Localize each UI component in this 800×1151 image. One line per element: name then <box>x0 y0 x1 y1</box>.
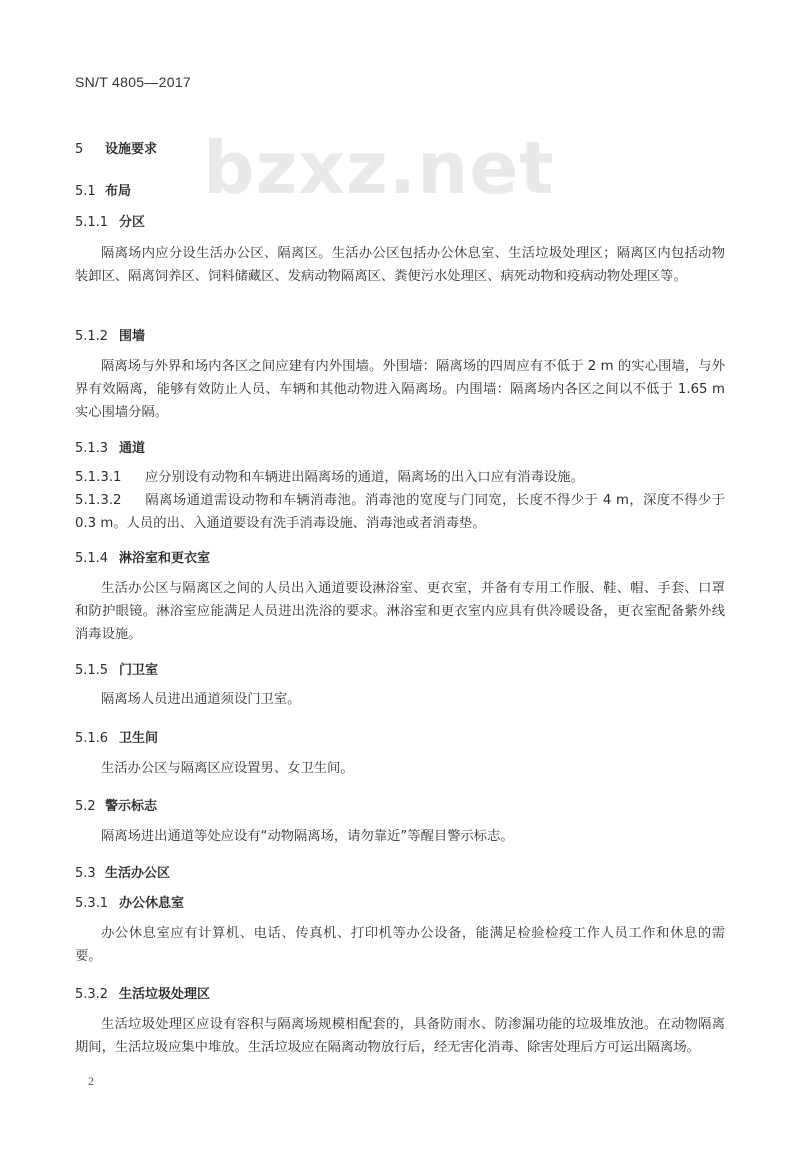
section-number: 5.1.6 <box>75 731 109 746</box>
section-number: 5.2 <box>75 799 96 814</box>
section-5-1-1-text: 隔离场内应分设生活办公区、隔离区。生活办公区包括办公休息室、生活垃圾处理区；隔离区内包括动物装卸区、隔离饲养区、饲料储藏区、发病动物隔离区、粪便污水处理区、病死动物和疫病动物处理区等。 <box>75 246 725 284</box>
section-number: 5.1.3 <box>75 441 109 456</box>
section-5-1-2-text: 隔离场与外界和场内各区之间应建有内外围墙。外围墙：隔离场的四周应有不低于 2 m 的实心围墙，与外界有效隔离，能够有效防止人员、车辆和其他动物进入隔离场。内围墙：隔离场内各区之间以不低于 1.65 m 实心围墙分隔。 <box>75 359 725 420</box>
clause-5-1-3-2 <box>75 489 725 535</box>
section-number: 5.3.2 <box>75 987 109 1002</box>
clause-number: 5.1.3.2 <box>75 493 122 508</box>
section-5-1-4-heading <box>75 547 210 566</box>
clause-text: 应分别设有动物和车辆进出隔离场的通道，隔离场的出入口应有消毒设施。 <box>145 470 584 485</box>
clause-number: 5.1.3.1 <box>75 470 122 485</box>
section-5-1-4-text: 生活办公区与隔离区之间的人员出入通道要设淋浴室、更衣室，并备有专用工作服、鞋、帽、手套、口罩和防护眼镜。淋浴室应能满足人员进出洗浴的要求。淋浴室和更衣室内应具有供冷暖设备，更衣室配备紫外线消毒设施。 <box>75 581 725 642</box>
section-5-1-5-text: 隔离场人员进出通道须设门卫室。 <box>101 692 301 707</box>
section-5-3-1-heading <box>75 892 184 911</box>
section-title: 门卫室 <box>119 663 159 678</box>
section-5-3-2-heading <box>75 983 210 1002</box>
section-number: 5.1.2 <box>75 329 109 344</box>
watermark: bzxz.net <box>203 126 555 210</box>
section-title: 生活办公区 <box>105 866 171 881</box>
section-title: 办公休息室 <box>119 896 185 911</box>
section-5-1-3-heading <box>75 437 145 456</box>
section-5-heading <box>75 138 157 157</box>
section-5-2-heading <box>75 795 157 814</box>
section-number: 5.1.1 <box>75 215 109 230</box>
section-number: 5.3.1 <box>75 896 109 911</box>
section-5-1-6-text: 生活办公区与隔离区应设置男、女卫生间。 <box>101 761 354 776</box>
clause-5-1-3-1 <box>75 466 725 489</box>
section-5-1-1-heading <box>75 211 145 230</box>
standard-code: SN/T 4805—2017 <box>75 74 192 90</box>
section-5-1-5-heading <box>75 659 158 678</box>
section-5-1-6-heading <box>75 727 158 746</box>
section-number: 5 <box>75 142 84 157</box>
section-5-3-1-text: 办公休息室应有计算机、电话、传真机、打印机等办公设备，能满足检验检疫工作人员工作和休息的需要。 <box>75 926 725 964</box>
section-title: 围墙 <box>119 329 146 344</box>
section-5-1-2-heading <box>75 325 145 344</box>
clause-text: 隔离场通道需设动物和车辆消毒池。消毒池的宽度与门同宽，长度不得少于 4 m，深度不得少于 0.3 m。人员的出、入通道要设有洗手消毒设施、消毒池或者消毒垫。 <box>75 493 725 531</box>
section-title: 生活垃圾处理区 <box>119 987 211 1002</box>
section-title: 淋浴室和更衣室 <box>119 551 211 566</box>
section-number: 5.1.4 <box>75 551 109 566</box>
section-title: 设施要求 <box>105 142 158 157</box>
section-title: 通道 <box>119 441 146 456</box>
section-5-3-heading <box>75 862 170 881</box>
section-number: 5.3 <box>75 866 96 881</box>
section-title: 分区 <box>119 215 146 230</box>
section-title: 布局 <box>105 184 132 199</box>
section-5-2-text: 隔离场进出通道等处应设有“动物隔离场，请勿靠近”等醒目警示标志。 <box>101 829 514 844</box>
section-title: 卫生间 <box>119 731 159 746</box>
section-title: 警示标志 <box>105 799 158 814</box>
page-number: 2 <box>88 1074 94 1088</box>
section-5-3-2-text: 生活垃圾处理区应设有容积与隔离场规模相配套的，具备防雨水、防渗漏功能的垃圾堆放池。在动物隔离期间，生活垃圾应集中堆放。生活垃圾应在隔离动物放行后，经无害化消毒、除害处理后方可运出隔离场。 <box>75 1017 725 1055</box>
section-5-1-heading <box>75 180 131 199</box>
section-number: 5.1 <box>75 184 96 199</box>
section-number: 5.1.5 <box>75 663 109 678</box>
